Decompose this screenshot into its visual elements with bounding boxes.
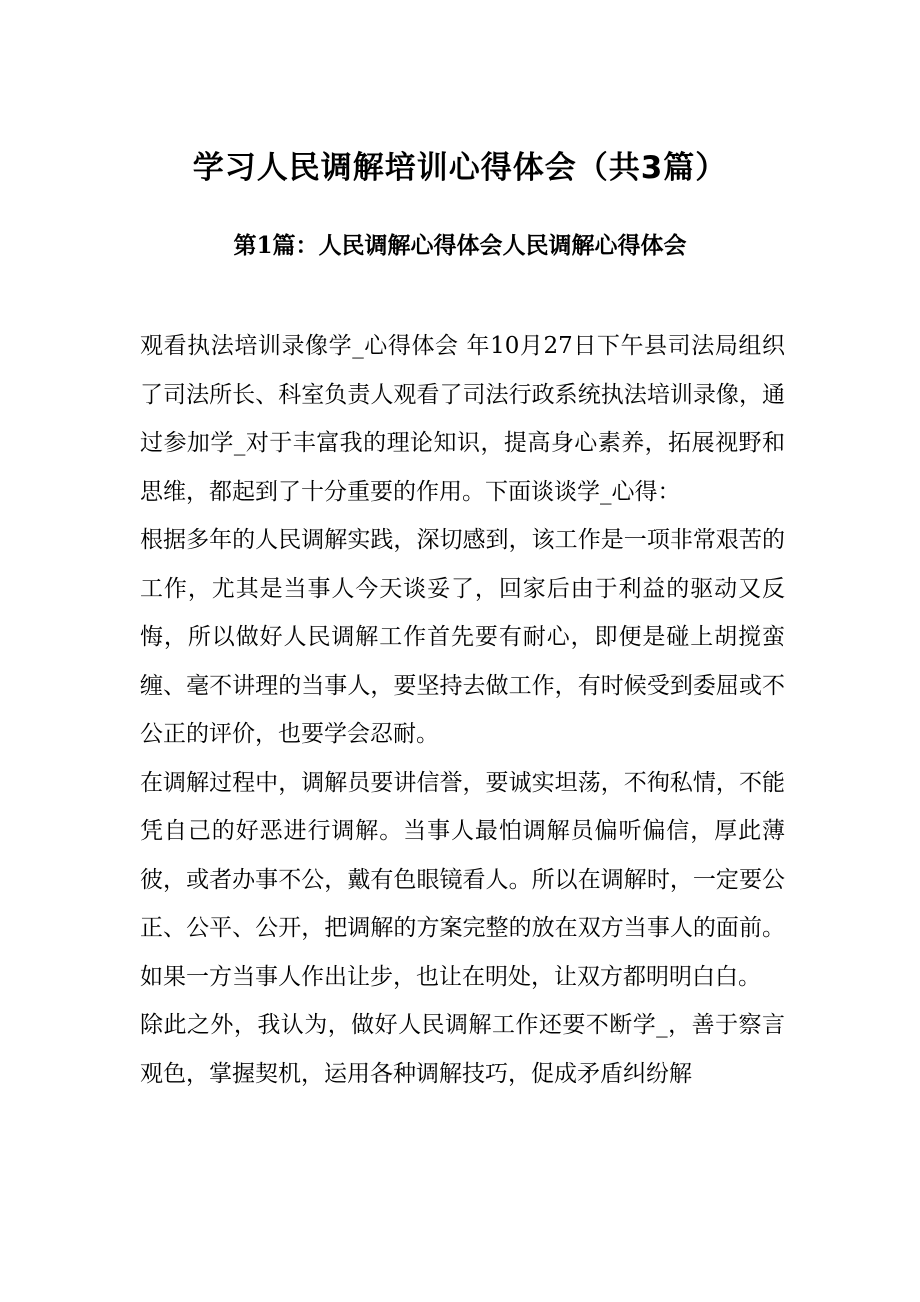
paragraph-4: 除此之外，我认为，做好人民调解工作还要不断学_，善于察言观色，掌握契机，运用各种调解技巧，促成矛盾纠纷解: [140, 1012, 785, 1087]
document-body: [140, 322, 785, 1098]
paragraph-1: 观看执法培训录像学_心得体会 年10月27日下午县司法局组织了司法所长、科室负责人观看了司法行政系统执法培训录像，通过参加学_对于丰富我的理论知识，提高身心素养，拓展视野和思维，都起到了十分重要的作用。下面谈谈学_心得：: [140, 333, 785, 505]
chapter-subtitle: 第1篇：人民调解心得体会人民调解心得体会: [233, 232, 687, 259]
paragraph-2: 根据多年的人民调解实践，深切感到，该工作是一项非常艰苦的工作，尤其是当事人今天谈妥了，回家后由于利益的驱动又反悔，所以做好人民调解工作首先要有耐心，即便是碰上胡搅蛮缠、毫不讲理的当事人，要坚持去做工作，有时候受到委屈或不公正的评价，也要学会忍耐。: [140, 527, 785, 747]
paragraph-3: 在调解过程中，调解员要讲信誉，要诚实坦荡，不徇私情，不能凭自己的好恶进行调解。当事人最怕调解员偏听偏信，厚此薄彼，或者办事不公，戴有色眼镜看人。所以在调解时，一定要公正、公平、公开，把调解的方案完整的放在双方当事人的面前。如果一方当事人作出让步，也让在明处，让双方都明明白白。: [140, 769, 785, 990]
document-title: 学习人民调解培训心得体会（共3篇）: [192, 150, 728, 186]
